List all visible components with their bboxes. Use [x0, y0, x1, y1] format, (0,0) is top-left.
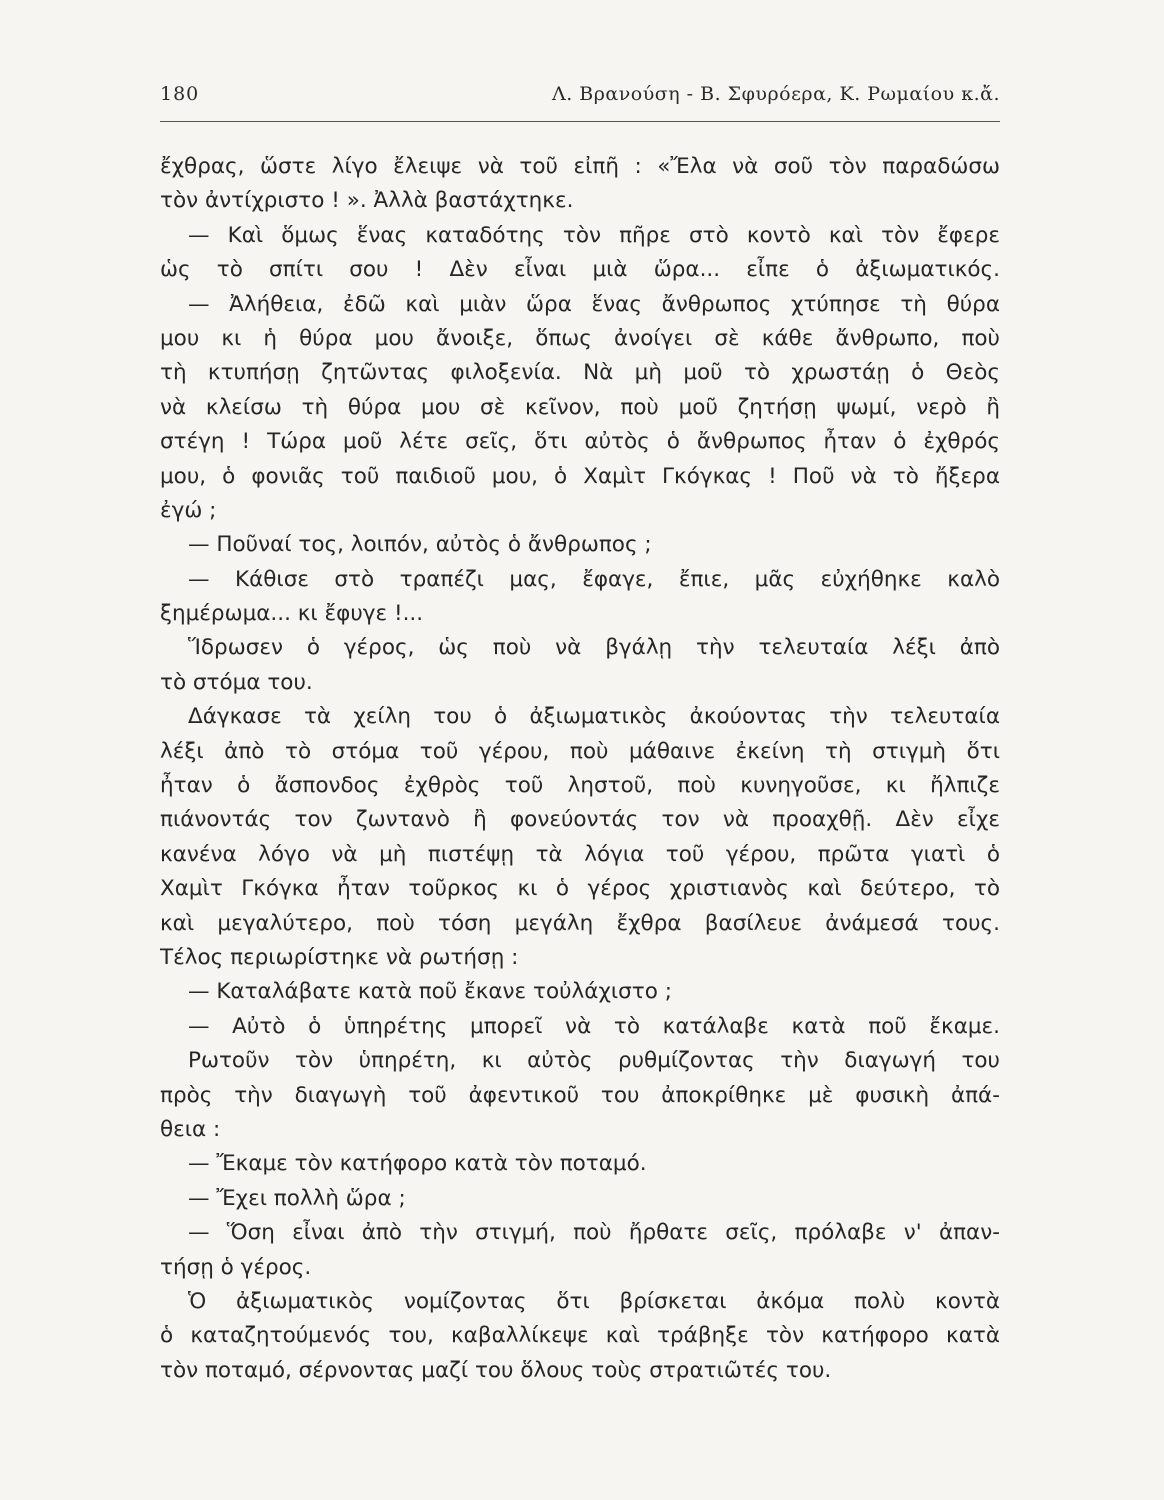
- text-line: μου, ὁ φονιᾶς τοῦ παιδιοῦ μου, ὁ Χαμὶτ Γκόγκας ! Ποῦ νὰ τὸ ἤξερα: [160, 463, 1000, 489]
- text-line: Ὁ ἀξιωματικὸς νομίζοντας ὅτι βρίσκεται ἀκόμα πολὺ κοντὰ: [188, 1288, 1000, 1314]
- text-line: θεια :: [160, 1116, 221, 1142]
- text-line: λέξι ἀπὸ τὸ στόμα τοῦ γέρου, ποὺ μάθαινε ἐκείνη τὴ στιγμὴ ὅτι: [160, 738, 1000, 764]
- running-title: Λ. Βρανούση - Β. Σφυρόερα, Κ. Ρωμαίου κ.ἄ.: [551, 83, 1000, 105]
- text-line: ξημέρωμα... κι ἔφυγε !...: [160, 601, 424, 627]
- text-line: στέγη ! Τώρα μοῦ λέτε σεῖς, ὅτι αὐτὸς ὁ ἄνθρωπος ἦταν ὁ ἐχθρός: [160, 429, 1000, 455]
- text-line: τὸ στόμα του.: [160, 669, 313, 695]
- text-line: Ρωτοῦν τὸν ὑπηρέτη, κι αὐτὸς ρυθμίζοντας τὴν διαγωγή του: [188, 1048, 1000, 1074]
- text-line: καὶ μεγαλύτερο, ποὺ τόση μεγάλη ἔχθρα βασίλευε ἀνάμεσά τους.: [160, 910, 1000, 936]
- text-line: Ἵδρωσεν ὁ γέρος, ὡς ποὺ νὰ βγάλῃ τὴν τελευταία λέξι ἀπὸ: [188, 635, 1000, 661]
- text-line: τήσῃ ὁ γέρος.: [160, 1254, 312, 1280]
- text-line: — Καὶ ὅμως ἕνας καταδότης τὸν πῆρε στὸ κοντὸ καὶ τὸν ἔφερε: [188, 222, 1000, 248]
- text-line: — Αὐτὸ ὁ ὑπηρέτης μπορεῖ νὰ τὸ κατάλαβε κατὰ ποῦ ἔκαμε.: [188, 1013, 1000, 1039]
- text-line: — Κάθισε στὸ τραπέζι μας, ἔφαγε, ἔπιε, μᾶς εὐχήθηκε καλὸ: [188, 566, 1000, 592]
- text-line: — Ἔκαμε τὸν κατήφορο κατὰ τὸν ποταμό.: [188, 1151, 647, 1177]
- page-number: 180: [160, 83, 200, 105]
- page-header: [160, 83, 1000, 115]
- text-line: ὁ καταζητούμενός του, καβαλλίκεψε καὶ τράβηξε τὸν κατήφορο κατὰ: [160, 1323, 1000, 1349]
- text-line: τὴ κτυπήσῃ ζητῶντας φιλοξενία. Νὰ μὴ μοῦ τὸ χρωστάῃ ὁ Θεὸς: [160, 360, 1000, 386]
- body-text: [160, 150, 1000, 1388]
- text-line: νὰ κλείσω τὴ θύρα μου σὲ κεῖνον, ποὺ μοῦ ζητήσῃ ψωμί, νερὸ ἢ: [160, 394, 1000, 420]
- text-line: μου κι ἡ θύρα μου ἄνοιξε, ὅπως ἀνοίγει σὲ κάθε ἄνθρωπο, ποὺ: [160, 325, 1000, 351]
- text-line: κανένα λόγο νὰ μὴ πιστέψῃ τὰ λόγια τοῦ γέρου, πρῶτα γιατὶ ὁ: [160, 841, 1000, 867]
- text-line: ἔχθρας, ὥστε λίγο ἔλειψε νὰ τοῦ εἰπῆ : «Ἔλα νὰ σοῦ τὸν παραδώσω: [160, 154, 1000, 179]
- text-line: ὡς τὸ σπίτι σου ! Δὲν εἶναι μιὰ ὥρα... εἶπε ὁ ἀξιωματικός.: [160, 257, 1000, 283]
- text-line: τὸν ἀντίχριστο ! ». Ἀλλὰ βαστάχτηκε.: [160, 188, 574, 214]
- text-line: τὸν ποταμό, σέρνοντας μαζί του ὅλους τοὺς στρατιῶτές του.: [160, 1357, 832, 1383]
- text-line: ἦταν ὁ ἄσπονδος ἐχθρὸς τοῦ ληστοῦ, ποὺ κυνηγοῦσε, κι ἤλπιζε: [160, 773, 1000, 799]
- text-line: πρὸς τὴν διαγωγὴ τοῦ ἀφεντικοῦ του ἀποκρίθηκε μὲ φυσικὴ ἀπά-: [160, 1082, 1000, 1108]
- text-line: Χαμὶτ Γκόγκα ἦταν τοῦρκος κι ὁ γέρος χριστιανὸς καὶ δεύτερο, τὸ: [160, 876, 1000, 902]
- text-line: Τέλος περιωρίστηκε νὰ ρωτήσῃ :: [160, 944, 519, 970]
- text-line: — Καταλάβατε κατὰ ποῦ ἔκανε τοὐλάχιστο ;: [188, 979, 672, 1005]
- text-line: — Ποῦναί τος, λοιπόν, αὐτὸς ὁ ἄνθρωπος ;: [188, 532, 652, 558]
- text-line: Δάγκασε τὰ χείλη του ὁ ἀξιωματικὸς ἀκούοντας τὴν τελευταία: [188, 704, 1000, 730]
- header-rule: [160, 121, 1000, 122]
- text-line: — Ἀλήθεια, ἐδῶ καὶ μιὰν ὥρα ἕνας ἄνθρωπος χτύπησε τὴ θύρα: [188, 291, 1000, 317]
- text-line: ἐγώ ;: [160, 497, 217, 523]
- text-line: — Ἔχει πολλὴ ὥρα ;: [188, 1185, 406, 1211]
- text-line: πιάνοντάς τον ζωντανὸ ἢ φονεύοντάς τον νὰ προαχθῇ. Δὲν εἶχε: [160, 807, 1000, 833]
- text-line: — Ὅση εἶναι ἀπὸ τὴν στιγμή, ποὺ ἤρθατε σεῖς, πρόλαβε ν' ἀπαν-: [188, 1220, 1000, 1246]
